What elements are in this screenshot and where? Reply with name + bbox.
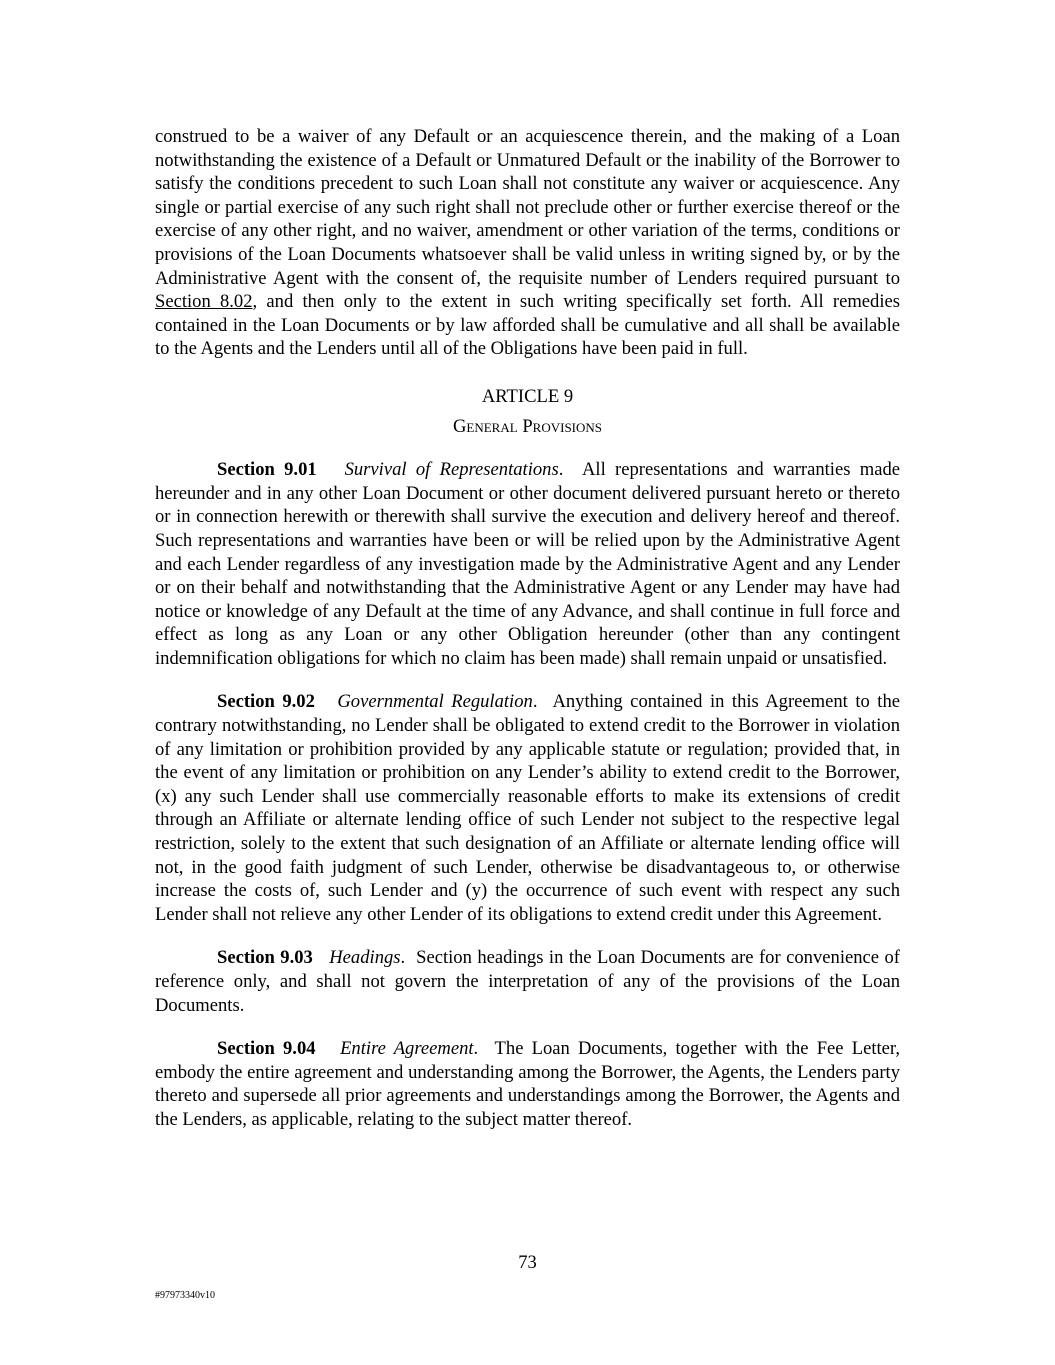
section-number: Section 9.01 xyxy=(217,459,317,481)
section-title: Headings xyxy=(329,947,401,969)
section-text: The Loan Documents, together with the Fee Letter, embody the entire agreement and understanding among the Borrower, the Agents, the Lenders party thereto and supersede all prior agreements and understandings among the Borrower, the Agents and the Lenders, as applicable, relating to the subject matter thereof. xyxy=(155,1038,901,1130)
page-body xyxy=(155,125,900,1132)
section-text: Section headings in the Loan Documents are for convenience of reference only, and shall not govern the interpretation of any of the provisions of the Loan Documents. xyxy=(155,947,900,1016)
section-9-01: Section 9.01 Survival of Representations. All representations and warranties made hereunder and in any other Loan Document or other document delivered pursuant hereto or thereto or in connection herewith or therewith shall survive the execution and delivery hereof and thereof. Such representations and warranties have been or will be relied upon by the Administrative Agent and each Lender regardless of any investigation made by the Administrative Agent and any Lender or on their behalf and notwithstanding that the Administrative Agent or any Lender may have had notice or knowledge of any Default at the time of any Advance, and shall continue in full force and effect as long as any Loan or any other Obligation hereunder (other than any contingent indemnification obligations for which no claim has been made) shall remain unpaid or unsatisfied. xyxy=(155,459,901,669)
section-title: Entire Agreement xyxy=(340,1038,474,1060)
continuation-text-after-ref: , and then only to the extent in such writing specifically set forth. All remedies contained in the Loan Documents or by law afforded shall be cumulative and all shall be available to the Agents and the Lenders until all of the Obligations have been paid in full. xyxy=(155,291,900,360)
section-cross-reference[interactable]: Section 8.02 xyxy=(155,291,253,313)
document-id: #97973340v10 xyxy=(155,1290,215,1301)
section-9-03: Section 9.03 Headings. Section headings in the Loan Documents are for convenience of reference only, and shall not govern the interpretation of any of the provisions of the Loan Documents. xyxy=(155,947,900,1016)
article-title: General Provisions xyxy=(452,415,603,437)
section-title: Governmental Regulation xyxy=(337,691,533,713)
section-title: Survival of Representations xyxy=(344,459,559,481)
continuation-paragraph xyxy=(155,125,900,361)
continuation-text-before-ref: construed to be a waiver of any Default or an acquiescence therein, and the making of a Loan notwithstanding the existence of a Default or Unmatured Default or the inability of the Borrower to satisfy the conditions precedent to such Loan shall not constitute any waiver or acquiescence. Any single or partial exercise of any such right shall not preclude other or further exercise thereof or the exercise of any other right, and no waiver, amendment or other variation of the terms, conditions or provisions of the Loan Documents whatsoever shall be valid unless in writing signed by, or by the Administrative Agent with the consent of, the requisite number of Lenders required pursuant to xyxy=(155,126,900,289)
section-9-04: Section 9.04 Entire Agreement. The Loan Documents, together with the Fee Letter, embody the entire agreement and understanding among the Borrower, the Agents, the Lenders party thereto and supersede all prior agreements and understandings among the Borrower, the Agents and the Lenders, as applicable, relating to the subject matter thereof. xyxy=(155,1038,901,1130)
section-text: All representations and warranties made hereunder and in any other Loan Document or other document delivered pursuant hereto or thereto or in connection herewith or therewith shall survive the execution and delivery hereof and thereof. Such representations and warranties have been or will be relied upon by the Administrative Agent and each Lender regardless of any investigation made by the Administrative Agent and any Lender or on their behalf and notwithstanding that the Administrative Agent or any Lender may have had notice or knowledge of any Default at the time of any Advance, and shall continue in full force and effect as long as any Loan or any other Obligation hereunder (other than any contingent indemnification obligations for which no claim has been made) shall remain unpaid or unsatisfied. xyxy=(155,459,901,669)
page-number: 73 xyxy=(518,1252,537,1273)
section-number: Section 9.04 xyxy=(217,1038,316,1060)
section-9-02: Section 9.02 Governmental Regulation. Anything contained in this Agreement to the contrary notwithstanding, no Lender shall be obligated to extend credit to the Borrower in violation of any limitation or prohibition provided by any applicable statute or regulation; provided that, in the event of any limitation or prohibition on any Lender’s ability to extend credit to the Borrower, (x) any such Lender shall use commercially reasonable efforts to make its extensions of credit through an Affiliate or alternate lending office of such Lender not subject to the respective legal restriction, solely to the extent that such designation of an Affiliate or alternate lending office will not, in the good faith judgment of such Lender, otherwise be disadvantageous to, or otherwise increase the costs of, such Lender and (y) the occurrence of such event with respect any such Lender shall not relieve any other Lender of its obligations to extend credit under this Agreement. xyxy=(155,691,900,925)
article-heading: ARTICLE 9 xyxy=(481,385,574,407)
section-number: Section 9.02 xyxy=(217,691,315,713)
section-number: Section 9.03 xyxy=(217,947,313,969)
section-text: Anything contained in this Agreement to the contrary notwithstanding, no Lender shall be obligated to extend credit to the Borrower in violation of any limitation or prohibition provided by any applicable statute or regulation; provided that, in the event of any limitation or prohibition on any Lender’s ability to extend credit to the Borrower, (x) any such Lender shall use commercially reasonable efforts to make its extensions of credit through an Affiliate or alternate lending office of such Lender not subject to the respective legal restriction, solely to the extent that such designation of an Affiliate or alternate lending office will not, in the good faith judgment of such Lender, otherwise be disadvantageous to, or otherwise increase the costs of, such Lender and (y) the occurrence of such event with respect any such Lender shall not relieve any other Lender of its obligations to extend credit under this Agreement. xyxy=(155,691,900,925)
